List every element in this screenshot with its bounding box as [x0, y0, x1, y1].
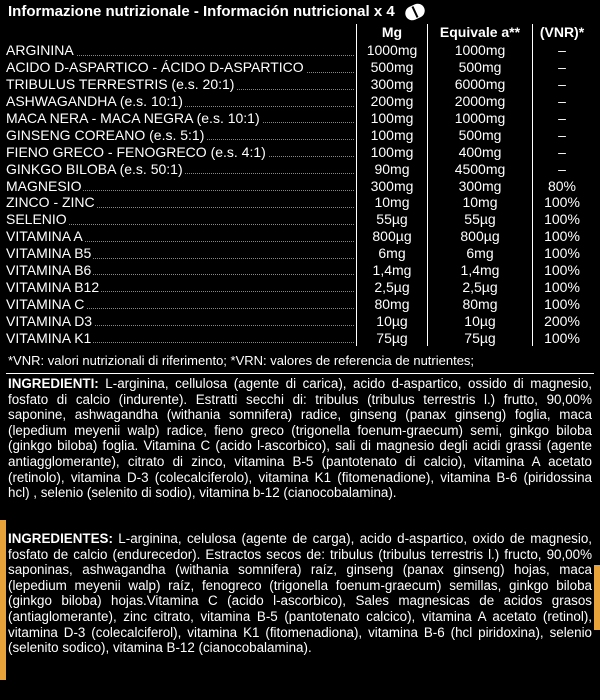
vnr-percent: 100% [533, 295, 592, 312]
header-equiv: Equivale a** [428, 24, 533, 42]
table-row [6, 177, 591, 194]
vnr-percent: 100% [533, 278, 592, 295]
amount-equivalent: 4500mg [428, 160, 533, 177]
vnr-percent: 80% [533, 177, 592, 194]
nutrition-table [6, 24, 591, 346]
ingredienti-text: L-arginina, cellulosa (agente di carica), acido d-aspartico, ossido di magnesio, fosfato di calcio (indurente). Estratti secchi di: tribulus (tribulus terrestris l.) frutto, 90,00% saponine, ashwagandha (withania somnifera) radice, ginseng (panax ginseng) foglia, maca (lepedium meyenii walp) radice, fieno greco (trigonella foenum-graecum) semi, ginkgo biloba (ginkgo biloba) foglia. Vitamina C (acido l-ascorbico), sali di magnesio degli acidi grassi (agente antiagglomerante), citrato di zinco, vitamina B-5 (pantotenato di calcio), vitamina A acetato (retinolo), vitamina D-3 (colecalciferolo), vitamina K1 (fitomenadione), vitamina B-6 (piridossina hcl) , selenio (selenito di sodio), vitamina b-12 (cianocobalamina). [8, 376, 592, 501]
amount-mg: 1,4mg [357, 262, 428, 279]
amount-mg: 200mg [357, 93, 428, 110]
amount-equivalent: 1000mg [428, 110, 533, 127]
table-row [6, 93, 591, 110]
table-row [6, 211, 591, 228]
vnr-percent: – [533, 93, 592, 110]
amount-equivalent: 1,4mg [428, 262, 533, 279]
vnr-percent: 100% [533, 228, 592, 245]
nutrient-name: VITAMINA B6 [6, 262, 357, 279]
amount-equivalent: 75µg [428, 329, 533, 346]
table-row [6, 329, 591, 346]
table-row [6, 42, 591, 59]
nutrient-name: VITAMINA B12 [6, 278, 357, 295]
nutrient-name: GINSENG COREANO (e.s. 5:1) [6, 126, 357, 143]
amount-equivalent: 6mg [428, 245, 533, 262]
vnr-percent: 100% [533, 194, 592, 211]
vnr-percent: – [533, 59, 592, 76]
amount-mg: 500mg [357, 59, 428, 76]
amount-equivalent: 500mg [428, 126, 533, 143]
amount-mg: 300mg [357, 76, 428, 93]
vnr-percent: – [533, 76, 592, 93]
header-mg: Mg [357, 24, 428, 42]
nutrient-name: MAGNESIO [6, 177, 357, 194]
table-row [6, 110, 591, 127]
ingredienti-label: INGREDIENTI: [8, 376, 99, 391]
amount-mg: 300mg [357, 177, 428, 194]
amount-mg: 2,5µg [357, 278, 428, 295]
vnr-percent: 100% [533, 245, 592, 262]
nutrient-name: SELENIO [6, 211, 357, 228]
amount-mg: 100mg [357, 110, 428, 127]
nutrient-name: VITAMINA D3 [6, 312, 357, 329]
header-vnr: (VNR)* [533, 24, 592, 42]
amount-mg: 100mg [357, 126, 428, 143]
amount-mg: 100mg [357, 143, 428, 160]
table-row [6, 194, 591, 211]
vnr-percent: – [533, 126, 592, 143]
amount-equivalent: 2000mg [428, 93, 533, 110]
nutrient-name: VITAMINA A [6, 228, 357, 245]
ingredienti-paragraph [8, 376, 592, 501]
page-title [8, 3, 425, 20]
amount-mg: 6mg [357, 245, 428, 262]
table-row [6, 160, 591, 177]
amount-equivalent: 10µg [428, 312, 533, 329]
capsule-icon [403, 1, 427, 22]
amount-equivalent: 2,5µg [428, 278, 533, 295]
nutrient-name: ASHWAGANDHA (e.s. 10:1) [6, 93, 357, 110]
title-text: Informazione nutrizionale - Información nutricional x 4 [8, 3, 395, 20]
vnr-percent: 100% [533, 262, 592, 279]
table-row [6, 262, 591, 279]
left-accent-bar [0, 520, 6, 680]
amount-mg: 1000mg [357, 42, 428, 59]
table-row [6, 312, 591, 329]
vnr-footnote: *VNR: valori nutrizionali di riferimento; *VRN: valores de referencia de nutrientes; [8, 353, 475, 368]
amount-mg: 55µg [357, 211, 428, 228]
amount-equivalent: 300mg [428, 177, 533, 194]
table-row [6, 228, 591, 245]
nutrient-name: FIENO GRECO - FENOGRECO (e.s. 4:1) [6, 143, 357, 160]
table-row [6, 59, 591, 76]
vnr-percent: 100% [533, 211, 592, 228]
nutrient-name: VITAMINA B5 [6, 245, 357, 262]
nutrient-name: VITAMINA K1 [6, 329, 357, 346]
table-header-row [6, 24, 591, 42]
vnr-percent: – [533, 110, 592, 127]
nutrient-name: ARGININA [6, 42, 357, 59]
vnr-percent: – [533, 143, 592, 160]
amount-mg: 800µg [357, 228, 428, 245]
vnr-percent: 100% [533, 329, 592, 346]
amount-equivalent: 500mg [428, 59, 533, 76]
nutrient-name: ACIDO D-ASPARTICO - ÁCIDO D-ASPARTICO [6, 59, 357, 76]
right-accent-bar [594, 565, 600, 630]
nutrient-name: MACA NERA - MACA NEGRA (e.s. 10:1) [6, 110, 357, 127]
amount-equivalent: 1000mg [428, 42, 533, 59]
nutrient-name: ZINCO - ZINC [6, 194, 357, 211]
amount-equivalent: 800µg [428, 228, 533, 245]
table-row [6, 76, 591, 93]
header-name [6, 24, 357, 42]
table-row [6, 126, 591, 143]
amount-mg: 10mg [357, 194, 428, 211]
vnr-percent: 200% [533, 312, 592, 329]
nutrient-name: TRIBULUS TERRESTRIS (e.s. 20:1) [6, 76, 357, 93]
table-row [6, 143, 591, 160]
vnr-percent: – [533, 42, 592, 59]
nutrient-name: GINKGO BILOBA (e.s. 50:1) [6, 160, 357, 177]
amount-mg: 10µg [357, 312, 428, 329]
amount-mg: 80mg [357, 295, 428, 312]
amount-mg: 75µg [357, 329, 428, 346]
table-row [6, 278, 591, 295]
amount-equivalent: 6000mg [428, 76, 533, 93]
nutrient-name: VITAMINA C [6, 295, 357, 312]
amount-equivalent: 55µg [428, 211, 533, 228]
amount-equivalent: 400mg [428, 143, 533, 160]
divider [6, 373, 594, 374]
amount-mg: 90mg [357, 160, 428, 177]
table-row [6, 295, 591, 312]
ingredientes-label: INGREDIENTES: [8, 531, 113, 546]
amount-equivalent: 80mg [428, 295, 533, 312]
ingredientes-paragraph [8, 531, 592, 656]
amount-equivalent: 10mg [428, 194, 533, 211]
ingredientes-text: L-arginina, celulosa (agente de carga), acido d-aspartico, oxido de magnesio, fosfato de calcio (endurecedor). Estractos secos de: tribulus (tribulus terrestris l.) fructo, 90,00% saponinas, ashwagandha (withania somnifera) raíz, ginseng (panax ginseng) hojas, maca (lepedium meyenii walp) raíz, fenogreco (trigonella foenum-graecum) semillas, ginkgo biloba (ginkgo biloba) hojas.Vitamina C (acido l-ascorbico), Sales magnesicas de acidos grasos (antiaglomerante), zinc citrato, vitamina B-5 (pantotenato calcico), vitamina A acetato (retinol), vitamina D-3 (colecalciferol), vitamina K1 (fitomenadiona), vitamina B-6 (hcl piridoxina), selenio (selenito sodico), vitamina B-12 (cianocobalamina). [8, 531, 592, 656]
table-row [6, 245, 591, 262]
vnr-percent: – [533, 160, 592, 177]
